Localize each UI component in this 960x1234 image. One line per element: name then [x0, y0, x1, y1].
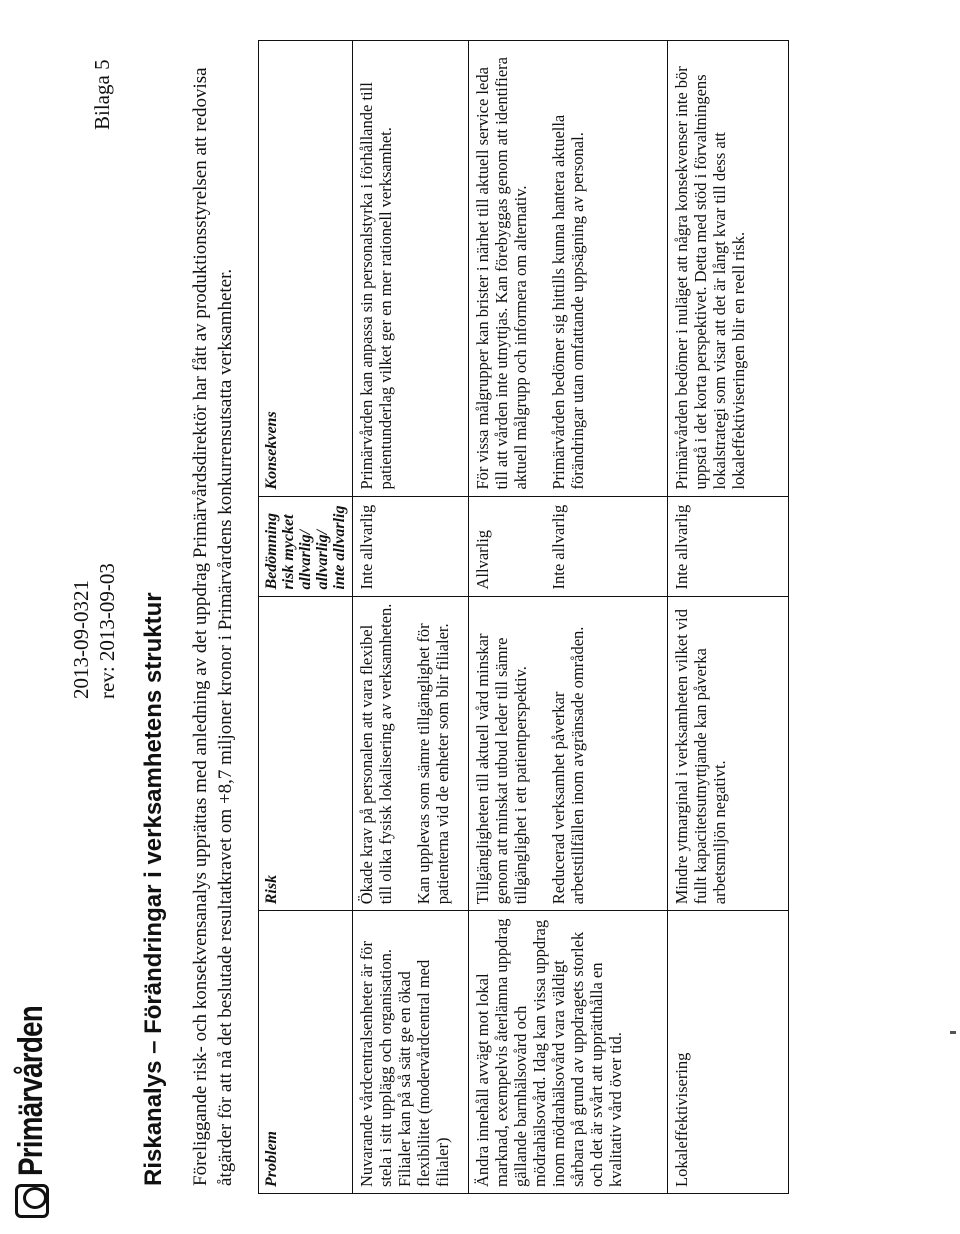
cell-risk	[353, 596, 469, 911]
cell-konsekvens	[469, 41, 668, 497]
revision-date: rev: 2013-09-03	[95, 563, 119, 699]
cell-risk	[469, 596, 668, 911]
cell-problem	[353, 911, 469, 1194]
table-row	[469, 41, 668, 1194]
scan-mark	[950, 1031, 956, 1034]
cell-konsekvens	[668, 41, 789, 497]
intro-paragraph: Föreliggande risk- och konsekvensanalys upprättas med anledning av det uppdrag Primärvårdsdirektör har fått av produktionsstyrelsen att redovisa åtgärder för att nå det beslutade resultatkravet om +8,7 miljoner kronor i Primärvårdens konkurrensutsatta verksamheter.	[190, 67, 236, 1186]
risk-table	[258, 40, 789, 1194]
risk-text: Reducerad verksamhet påverkar arbetstillfällen inom avgränsade områden.	[549, 626, 587, 905]
bedomning-text: Inte allvarlig	[357, 504, 376, 590]
bedomning-text: Inte allvarlig	[549, 504, 568, 590]
konsekvens-text: Primärvården bedömer sig hittills kunna hantera aktuella förändringar utan omfattande uppsägning av personal.	[549, 114, 587, 490]
konsekvens-text: Primärvården kan anpassa sin personalstyrka i förhållande till patientunderlag vilket ger en mer rationell verksamhet.	[357, 82, 395, 490]
table-row	[668, 41, 789, 1194]
problem-text: Ändra innehåll avvägt mot lokal marknad, exempelvis återlämna uppdrag gällande barnhälsovård och mödrahälsovård. Idag kan vissa uppdrag inom mödrahälsovård vara väldigt sårbara på grund av uppdragets storlek och det är svårt att upprätthålla en kvalitativ vård över tid.	[473, 918, 625, 1187]
risk-text: Ökade krav på personalen att vara flexibel till olika fysisk lokalisering av verksamheten.	[357, 603, 395, 905]
cell-bedomning	[668, 496, 789, 596]
cell-problem	[668, 911, 789, 1194]
problem-text: Lokaleffektivisering	[672, 1052, 691, 1187]
problem-text: Nuvarande vårdcentralsenheter är för stela i sitt upplägg och organisation. Filialer kan på så sätt ge en ökad flexibilitet (modervårdcentral med filialer)	[357, 941, 452, 1187]
risk-text: Tillgängligheten till aktuell vård minskar genom att minskat utbud leder till sämre tillgänglighet i ett patientperspektiv.	[473, 633, 530, 905]
date-block	[68, 563, 120, 699]
attachment-label: Bilaga 5	[90, 59, 114, 130]
bedomning-text: Allvarlig	[473, 529, 492, 590]
cell-bedomning	[353, 496, 469, 596]
document-date: 2013-09-0321	[69, 580, 93, 699]
risk-text: Mindre ytmarginal i verksamheten vilket vid fullt kapacitetsutnyttjande kan påverka arbetsmiljön negativt.	[672, 608, 729, 905]
cell-problem	[469, 911, 668, 1194]
risk-text: Kan upplevas som sämre tillgänglighet för patienterna vid de enheter som blir filialer.	[414, 623, 452, 905]
logo-text: Primärvården	[12, 1006, 50, 1176]
logo	[12, 969, 51, 1218]
cell-konsekvens	[353, 41, 469, 497]
table-row	[353, 41, 469, 1194]
bedomning-text: Inte allvarlig	[672, 504, 691, 590]
cell-bedomning	[469, 496, 668, 596]
cell-risk	[668, 596, 789, 911]
table-header-row	[259, 41, 353, 1194]
logo-mark-icon	[15, 1184, 49, 1218]
header-bedomning: Bedömning risk mycket allvarlig/ allvarlig/ inte allvarlig	[259, 496, 353, 596]
page-title: Riskanalys – Förändringar i verksamhetens struktur	[140, 592, 167, 1186]
header-risk: Risk	[259, 596, 353, 911]
header-problem: Problem	[259, 911, 353, 1194]
konsekvens-text: För vissa målgrupper kan brister i närhet till aktuell service leda till att vården inte utnyttjas. Kan förebyggas genom att identifiera aktuell målgrupp och informera om alternativ.	[473, 57, 530, 490]
header-konsekvens: Konsekvens	[259, 41, 353, 497]
konsekvens-text: Primärvården bedömer i nuläget att några konsekvenser inte bör uppstå i det korta perspektivet. Detta med stöd i förvaltningens lokalstrategi som visar att det är långt kvar till dess att lokaleffektiviseringen blir en reell risk.	[672, 66, 748, 490]
